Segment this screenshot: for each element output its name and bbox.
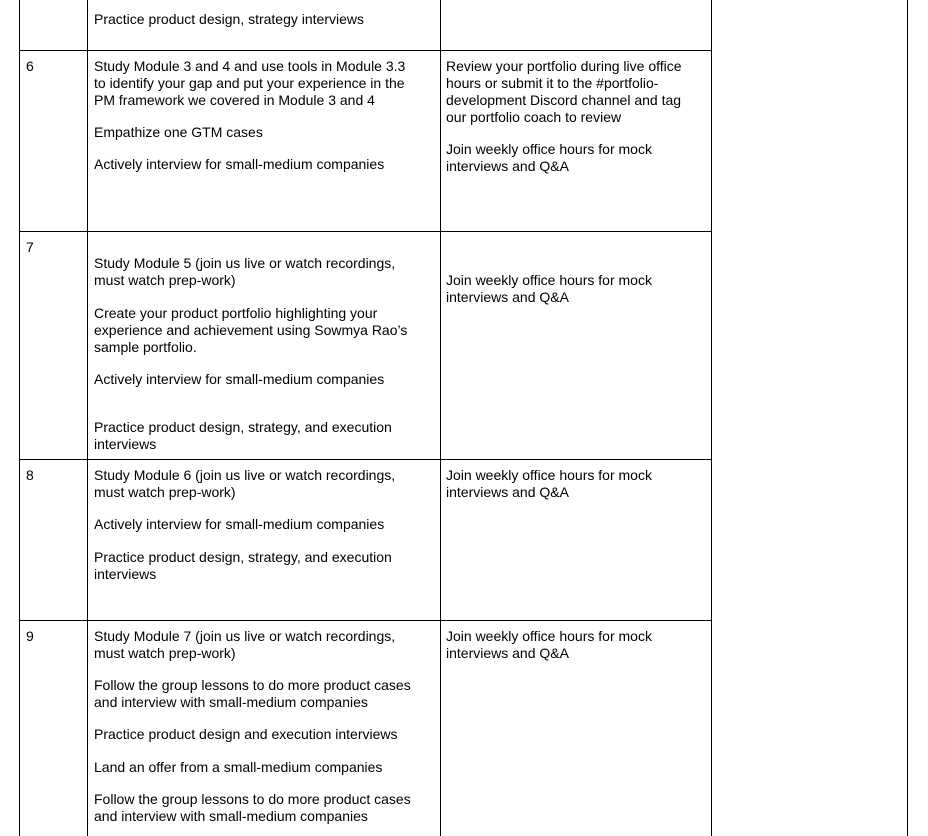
page-margin-line: [907, 0, 908, 836]
task-text: Actively interview for small-medium companies: [94, 156, 385, 172]
support-text: Review your portfolio during live office hours or submit it to the #portfolio- development Discord channel and tag our portfolio coach to review: [446, 58, 682, 125]
task-text: Study Module 5 (join us live or watch recordings, must watch prep-work): [94, 255, 396, 288]
task-text: Actively interview for small-medium companies: [94, 371, 385, 387]
task-text: Follow the group lessons to do more product cases and interview with small-medium companies: [94, 791, 411, 824]
column-divider: [440, 0, 441, 836]
task-text: Empathize one GTM cases: [94, 124, 263, 140]
week-number: 6: [26, 58, 34, 74]
table-border-right: [711, 0, 712, 836]
row-divider: [19, 459, 712, 460]
task-text: Practice product design and execution interviews: [94, 726, 398, 742]
task-text: Practice product design, strategy interviews: [94, 11, 365, 27]
support-text: Join weekly office hours for mock interviews and Q&A: [446, 272, 652, 305]
table-border-left: [19, 0, 20, 836]
row-divider: [19, 50, 712, 51]
task-text: Study Module 3 and 4 and use tools in Module 3.3 to identify your gap and put your experience in the PM framework we covered in Module 3 and 4: [94, 58, 406, 108]
support-text: Join weekly office hours for mock interviews and Q&A: [446, 467, 652, 500]
task-text: Study Module 6 (join us live or watch recordings, must watch prep-work): [94, 467, 396, 500]
column-divider: [87, 0, 88, 836]
support-text: Join weekly office hours for mock interviews and Q&A: [446, 628, 652, 661]
task-text: Land an offer from a small-medium companies: [94, 759, 383, 775]
task-text: Practice product design, strategy, and execution interviews: [94, 549, 392, 582]
week-number: 9: [26, 628, 34, 644]
task-text: Practice product design, strategy, and execution interviews: [94, 419, 392, 452]
week-number: 8: [26, 467, 34, 483]
task-text: Actively interview for small-medium companies: [94, 516, 385, 532]
week-number: 7: [26, 239, 34, 255]
row-divider: [19, 620, 712, 621]
support-text: Join weekly office hours for mock interviews and Q&A: [446, 141, 652, 174]
row-divider: [19, 231, 712, 232]
task-text: Study Module 7 (join us live or watch recordings, must watch prep-work): [94, 628, 396, 661]
task-text: Create your product portfolio highlighting your experience and achievement using Sowmya Rao’s sample portfolio.: [94, 305, 408, 355]
task-text: Follow the group lessons to do more product cases and interview with small-medium companies: [94, 677, 411, 710]
